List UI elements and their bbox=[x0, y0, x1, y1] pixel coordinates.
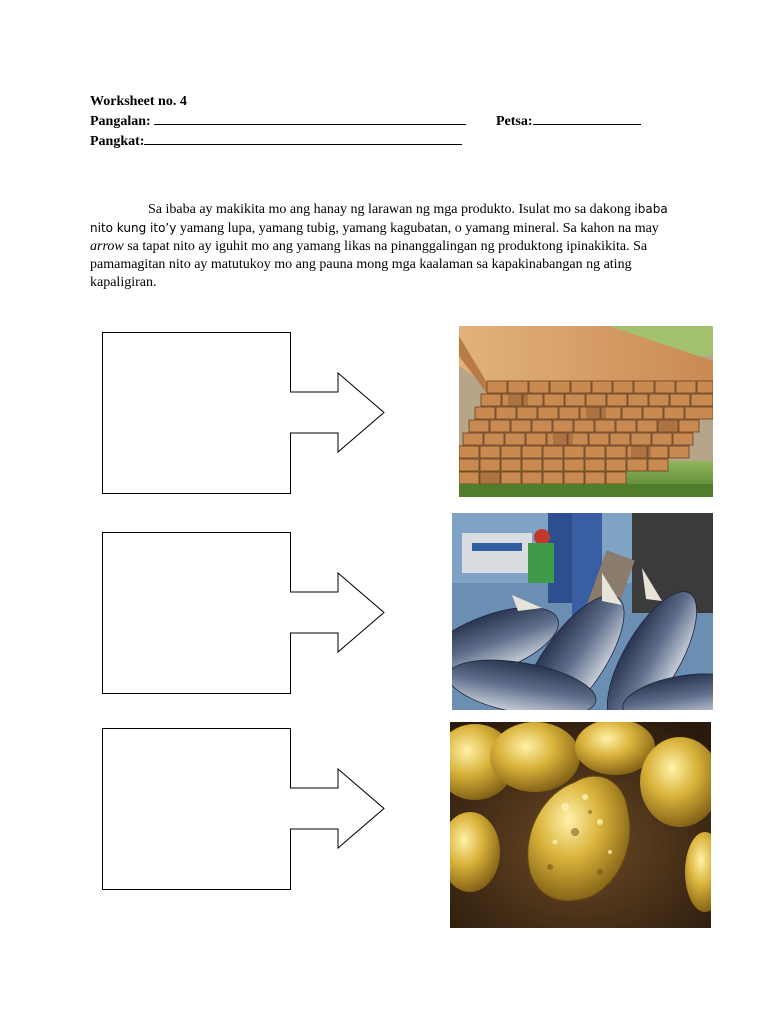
date-field[interactable] bbox=[533, 111, 641, 125]
group-field[interactable] bbox=[144, 131, 462, 145]
name-field[interactable] bbox=[154, 111, 466, 125]
instructions-text-3: yamang lupa, yamang tubig, yamang kagubatan, o yamang mineral. Sa kahon na may bbox=[176, 221, 659, 236]
instructions-emphasis: arrow bbox=[90, 239, 124, 254]
date-field-group bbox=[496, 111, 641, 131]
arrow-drawing-box-2[interactable] bbox=[100, 530, 390, 696]
name-label: Pangalan: bbox=[90, 114, 151, 129]
worksheet-title: Worksheet no. 4 bbox=[90, 94, 187, 109]
worksheet-header bbox=[90, 93, 533, 151]
instructions-text-2: ibaba nito kung ito’y bbox=[90, 202, 668, 235]
group-label: Pangkat: bbox=[90, 134, 145, 149]
date-label: Petsa: bbox=[496, 114, 533, 129]
lumber-planks-photo bbox=[459, 326, 713, 497]
group-row bbox=[90, 131, 466, 151]
instructions-text-1: Sa ibaba ay makikita mo ang hanay ng larawan ng mga produkto. Isulat mo sa dakong bbox=[148, 202, 635, 217]
arrow-drawing-box-1[interactable] bbox=[100, 330, 390, 496]
arrow-drawing-box-3[interactable] bbox=[100, 726, 390, 892]
tuna-fish-catch-photo bbox=[452, 513, 713, 710]
gold-nugget-photo bbox=[450, 722, 711, 928]
title-row bbox=[90, 93, 466, 111]
instructions-paragraph bbox=[90, 200, 680, 292]
name-row bbox=[90, 111, 533, 131]
instructions-text-4: sa tapat nito ay iguhit mo ang yamang likas na pinanggalingan ng produktong ipinakikita. Sa pamamagitan nito ay matutukoy mo ang pauna mong mga kaalaman sa kapakinabangan ng ating kapaligiran. bbox=[90, 239, 648, 290]
